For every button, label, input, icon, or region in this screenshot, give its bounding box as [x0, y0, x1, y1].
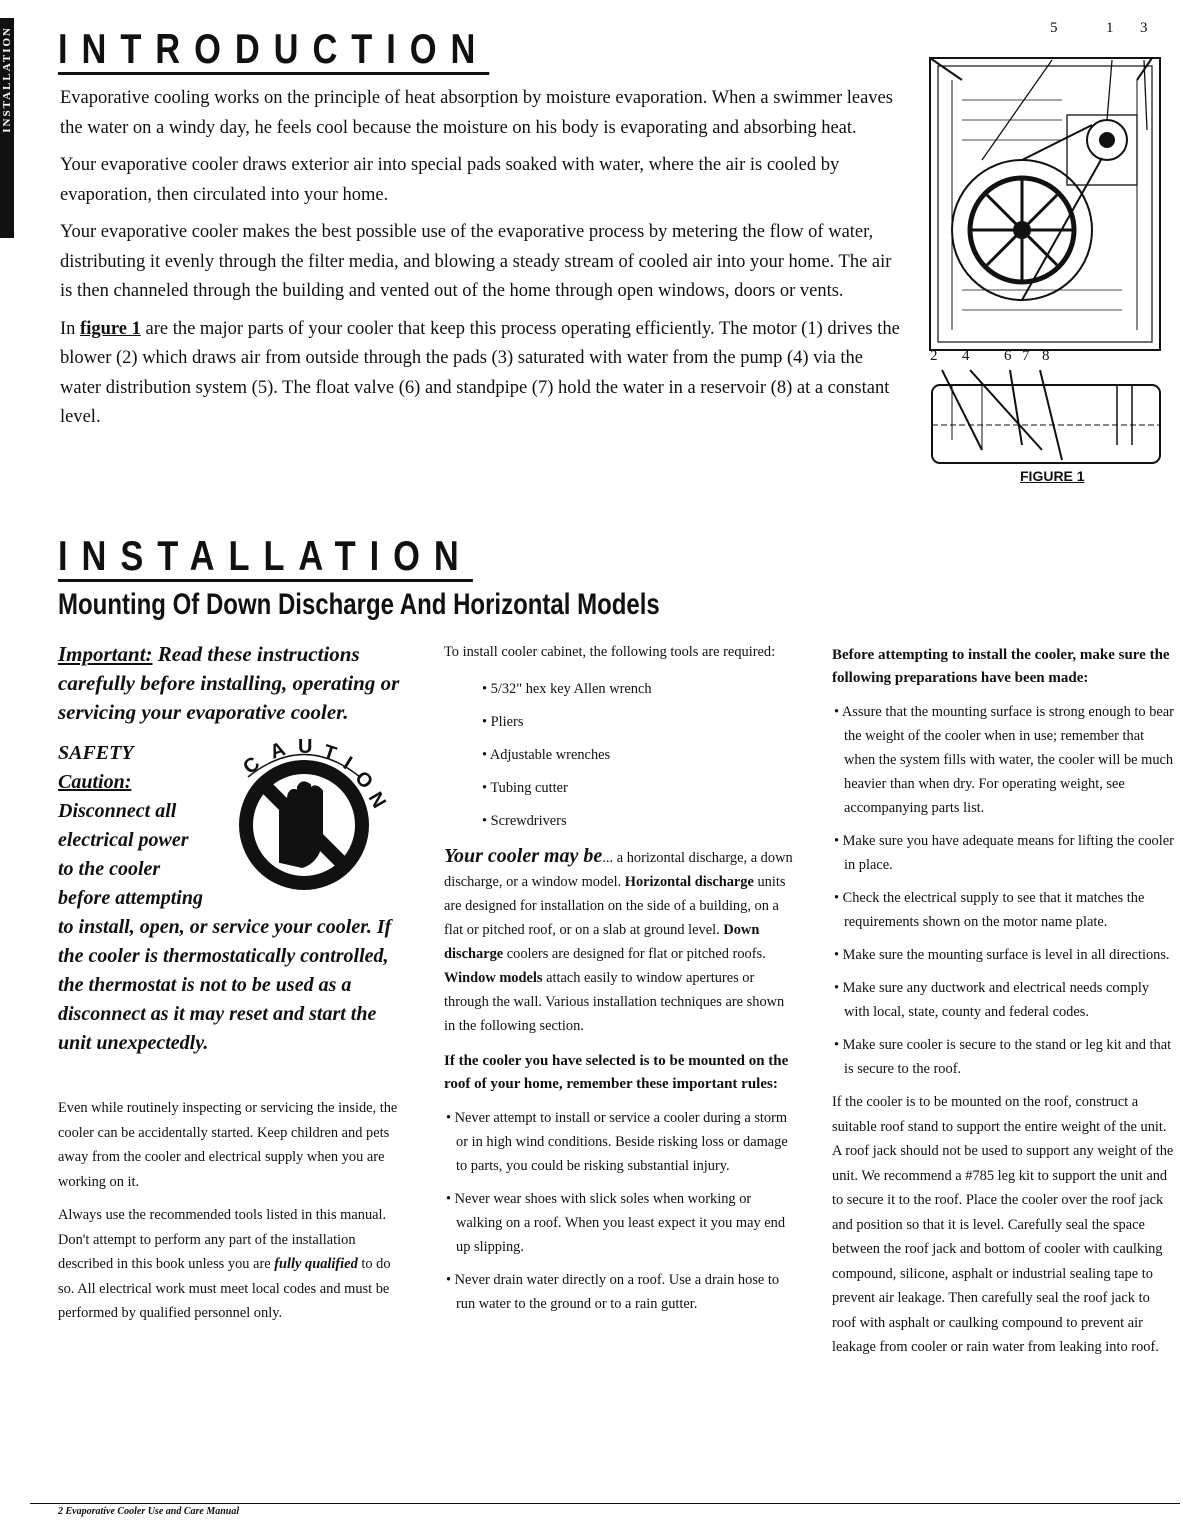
safety-label: SAFETY	[58, 742, 134, 764]
introduction-title: INTRODUCTION	[58, 28, 489, 70]
tools-intro: To install cooler cabinet, the following tools are required:	[444, 644, 776, 660]
caution-hand-icon	[218, 737, 390, 897]
roof-mounting-paragraph: If the cooler is to be mounted on the roof, construct a suitable roof stand to support the entire weight of the unit. A roof jack should not be used to support any weight of the unit. We recommend a #785 leg kit to support the unit and to secure it to the roof. Place the cooler over the roof jack and position so that it is level. Carefully seal the space between the roof jack and bottom of cooler with caulking compound, silicone, asphalt or industrial sealing tape to prevent air leakage. Then carefully seal the roof jack to roof with asphalt or caulking compound to prevent air leakage from cooler or rain water from leaking into roof.	[832, 1094, 1174, 1355]
list-item: • Make sure any ductwork and electrical needs comply with local, state, county and federal codes.	[834, 980, 1150, 1020]
list-item: • Make sure cooler is secure to the stand or leg kit and that is secure to the roof.	[834, 1037, 1172, 1077]
list-item: • Pliers	[482, 713, 524, 730]
intro-paragraph: In figure 1 are the major parts of your cooler that keep this process operating efficiently. The motor (1) drives the blower (2) which draws air from outside through the pads (3) saturated with water from the pump (4) via the water distribution system (5). The float valve (6) and standpipe (7) hold the water in a reservoir (8) at a constant level.	[60, 318, 900, 427]
safety-line: to the cooler	[58, 858, 161, 880]
safety-caution	[58, 739, 403, 1058]
column-2	[444, 640, 794, 1325]
roof-rules-heading: If the cooler you have selected is to be mounted on the roof of your home, remember these important rules:	[444, 1052, 789, 1092]
svg-text:T: T	[320, 740, 339, 766]
caution-label: Caution:	[58, 771, 132, 793]
cooler-diagram	[922, 40, 1167, 480]
svg-text:A: A	[267, 738, 289, 764]
list-item: • Assure that the mounting surface is strong enough to bear the weight of the cooler when in use; remember that when the system fills with water, the cooler will be much heavier than when dry. For operating weight, see accompanying parts list.	[834, 704, 1174, 816]
list-item: • Never wear shoes with slick soles when working or walking on a roof. When you least expect it you may end up slipping.	[446, 1190, 786, 1255]
list-item: • Check the electrical supply to see that it matches the requirements shown on the motor name plate.	[834, 890, 1145, 930]
callout-3: 3	[1140, 20, 1148, 36]
tools-qualification-paragraph: Always use the recommended tools listed in this manual. Don't attempt to perform any part of the installation described in this book unless you are fully qualified to do so. All electrical work must meet local codes and must be performed by qualified personnel only.	[58, 1207, 391, 1321]
figure-caption: FIGURE 1	[1020, 468, 1085, 484]
footer-divider	[30, 1503, 1180, 1504]
page-footer: 2 Evaporative Cooler Use and Care Manual	[58, 1506, 240, 1517]
safety-line: Disconnect all	[58, 800, 177, 822]
callout-5: 5	[1050, 20, 1058, 36]
safety-line: electrical power	[58, 829, 189, 851]
column-3	[832, 640, 1177, 1369]
callout-1: 1	[1106, 20, 1114, 36]
svg-text:I: I	[339, 752, 356, 775]
callout-7: 7	[1022, 348, 1030, 364]
callout-2: 2	[930, 348, 938, 364]
tools-list	[444, 673, 794, 838]
safety-rest: to install, open, or service your cooler. If the cooler is thermostatically controlled, the thermostat is not to be used as a disconnect as it may reset and start the unit unexpectedly.	[58, 916, 392, 1054]
preparations-heading: Before attempting to install the cooler, make sure the following preparations have been made:	[832, 647, 1170, 686]
safety-line: before attempting	[58, 887, 203, 909]
intro-paragraph: Your evaporative cooler draws exterior air into special pads soaked with water, where the air is cooled by evaporation, then circulated into your home.	[60, 155, 840, 205]
svg-text:U: U	[298, 737, 313, 758]
list-item: • Make sure you have adequate means for lifting the cooler in place.	[834, 833, 1174, 873]
introduction-body	[60, 84, 900, 441]
inspection-paragraph: Even while routinely inspecting or servicing the inside, the cooler can be accidentally started. Keep children and pets away from the cooler and electrical supply when you are working on it.	[58, 1100, 398, 1190]
list-item: • Never attempt to install or service a cooler during a storm or in high wind conditions. Beside risking loss or damage to parts, you could be risking substantial injury.	[446, 1109, 788, 1174]
svg-text:C: C	[239, 752, 265, 779]
mounting-subheading: Mounting Of Down Discharge And Horizontal Models	[58, 588, 660, 621]
list-item: • Adjustable wrenches	[482, 746, 611, 763]
list-item: • 5/32" hex key Allen wrench	[482, 680, 652, 697]
preparations-list	[832, 700, 1177, 1081]
figure-1	[922, 20, 1167, 490]
column-1	[58, 640, 403, 1335]
figure-1-link[interactable]: figure 1	[80, 318, 141, 339]
section-side-tab: INSTALLATION	[0, 18, 14, 238]
callout-8: 8	[1042, 348, 1050, 364]
list-item: • Make sure the mounting surface is level in all directions.	[834, 947, 1170, 963]
svg-text:O: O	[350, 766, 378, 794]
intro-paragraph: Evaporative cooling works on the principle of heat absorption by moisture evaporation. When a swimmer leaves the water on a windy day, he feels cool because the moisture on his body is evaporating and absorbing heat.	[60, 88, 893, 138]
cooler-types-paragraph: Your cooler may be... a horizontal discharge, a down discharge, or a window model. Horizontal discharge units are designed for installation on the side of a building, on a flat or pitched roof, or on a slab at ground level. Down discharge coolers are designed for flat or pitched roofs. Window models attach easily to window apertures or through the wall. Various installation techniques are shown in the following section.	[444, 844, 793, 1034]
svg-text:N: N	[363, 788, 390, 813]
callout-6: 6	[1004, 348, 1012, 364]
callout-4: 4	[962, 348, 970, 364]
list-item: • Tubing cutter	[482, 779, 568, 796]
intro-paragraph: Your evaporative cooler makes the best possible use of the evaporative process by metering the flow of water, distributing it evenly through the filter media, and blowing a steady stream of cooled air into your home. The air is then channeled through the building and vented out of the home through open windows, doors or vents.	[60, 222, 892, 301]
list-item: • Screwdrivers	[482, 812, 567, 829]
roof-rules-list	[444, 1106, 794, 1316]
list-item: • Never drain water directly on a roof. Use a drain hose to run water to the ground or to a rain gutter.	[446, 1271, 780, 1312]
important-notice: Important: Read these instructions carefully before installing, operating or servicing your evaporative cooler.	[58, 642, 400, 724]
installation-title: INSTALLATION	[58, 535, 473, 577]
